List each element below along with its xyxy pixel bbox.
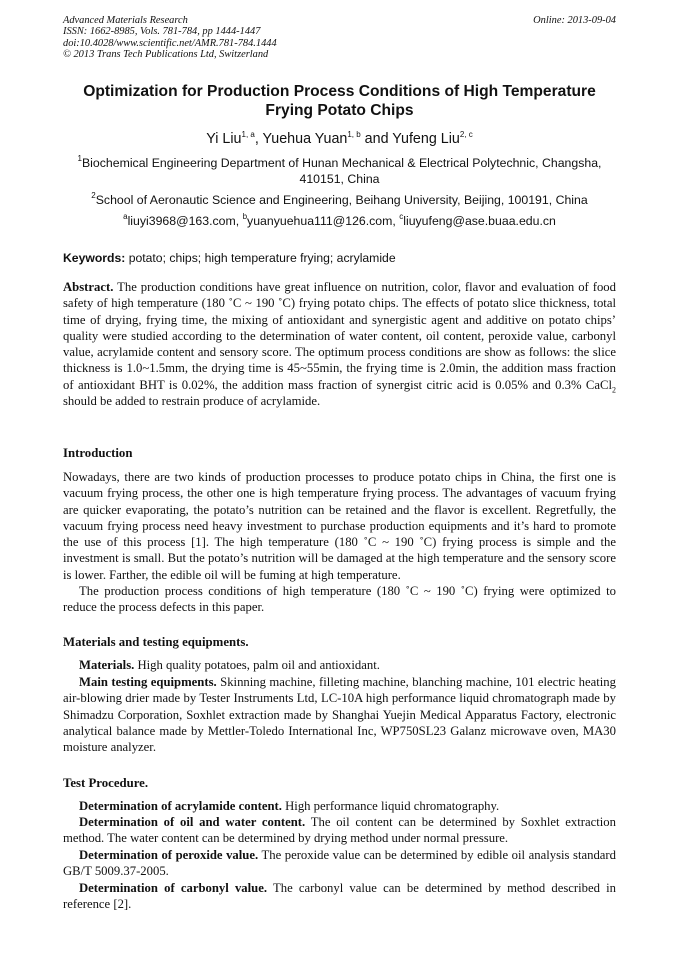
abstract-subscript: 2 [612,385,616,395]
email-mark: a [123,212,128,221]
doi-line: doi:10.4028/www.scientific.net/AMR.781-784.1444 [63,37,277,49]
paper-title: Optimization for Production Process Conditions of High Temperature Frying Potato Chips [83,83,596,119]
author-affiliation-mark: 1, b [347,130,361,139]
introduction-paragraph-1: Nowadays, there are two kinds of production processes to produce potato chips in China, the first one is vacuum frying process, the other one is high temperature frying process. The advantages of vacuum frying are quicker evaporating, the potato’s nutrition can be retained and the flavor is excellent. Regretfully, the vacuum frying process need heavy investment to purchase production equipments and it’s hard to promote the use of this process [1]. The high temperature (180 ˚C ~ 190 ˚C) frying process is simple and the investment is small. But the potato’s nutrition will be damaged at the high temperature and the sensory score is lower. Farther, the edible oil will be fuming at high temperature. [63,470,616,582]
author-list [63,130,616,148]
procedure-item [63,814,616,847]
email-list [63,213,616,229]
keywords-text: potato; chips; high temperature frying; acrylamide [125,251,396,265]
issn-line: ISSN: 1662-8985, Vols. 781-784, pp 1444-1447 [63,26,261,38]
author-separator: and [360,131,393,147]
email-address: yuanyuehua111@126.com, [247,214,400,228]
procedure-item-label: Determination of oil and water content. [79,815,306,829]
author-affiliation-mark: 2, c [459,130,473,139]
journal-header [63,15,616,60]
procedure-item-text: The peroxide value can be determined by edible oil analysis standard GB/T 5009.37-2005. [63,848,616,879]
keywords [63,250,616,266]
author-separator: , [254,131,263,147]
materials-label: Materials. [79,658,135,672]
online-date: Online: 2013-09-04 [533,15,616,26]
abstract [63,279,616,409]
affiliation-text: Biochemical Engineering Department of Hunan Mechanical & Electrical Polytechnic, Changsha, 410151, China [81,156,602,186]
procedure-item-label: Determination of carbonyl value. [79,881,268,895]
affiliation-mark: 1 [77,154,82,163]
procedure-item [63,880,616,913]
materials-text: High quality potatoes, palm oil and antioxidant. [134,658,380,672]
affiliation-text: School of Aeronautic Science and Engineering, Beihang University, Beijing, 100191, China [95,193,588,207]
section-heading-materials: Materials and testing equipments. [63,635,249,649]
procedure-item-text: The carbonyl value can be determined by method described in reference [2]. [63,881,617,912]
keywords-label: Keywords: [63,251,126,265]
abstract-text-end: should be added to restrain produce of acrylamide. [63,394,321,409]
copyright-line: © 2013 Trans Tech Publications Ltd, Switzerland [63,48,269,60]
equipments-paragraph [63,674,616,755]
procedure-item-label: Determination of peroxide value. [79,848,259,862]
section-heading-procedure: Test Procedure. [63,776,149,790]
affiliation-2 [63,192,616,208]
section-heading-introduction: Introduction [63,446,133,460]
email-mark: b [242,212,248,221]
procedure-item-text: The oil content can be determined by Soxhlet extraction method. The water content can be determined by drying method under normal pressure. [63,815,616,846]
affiliation-mark: 2 [91,191,96,200]
equipments-text: Skinning machine, filleting machine, blanching machine, 101 electric heating air-blowing drier made by Tester Instruments Ltd, LC-10A high performance liquid chromatograph made by Shimadzu Corporation, Soxhlet extraction made by Shanghai Yuejin Medical Apparatus Factory, electronic analytical balance made by Mettler-Toledo International Inc, WP750SL23 Galanz microwave oven, MA30 moisture analyzer. [63,675,616,755]
author-name: Yufeng Liu [392,131,460,147]
procedure-item [63,847,616,880]
abstract-label: Abstract. [63,280,114,294]
journal-name: Advanced Materials Research [63,15,188,26]
email-address: liuyi3968@163.com, [127,214,243,228]
procedure-item-label: Determination of acrylamide content. [79,799,282,813]
email-address: liuyufeng@ase.buaa.edu.cn [403,214,556,228]
equipments-label: Main testing equipments. [79,675,217,689]
author-affiliation-mark: 1, a [241,130,255,139]
abstract-text: The production conditions have great influence on nutrition, color, flavor and evaluation of food safety of high temperature (180 ˚C ~ 190 ˚C) frying potato chips. The effects of potato slice thickness, total time of drying, frying time, the mixing of antioxidant and synergistic agent and additive on potato chips’ quality were studied according to the determination of water content, oil content, peroxide value, carbonyl value, acrylamide content and sensory score. The optimum process conditions are show as follows: the slice thickness is 1.0~1.5mm, the drying time is 45~55min, the frying time is 2.0min, the addition mass fraction of antioxidant BHT is 0.02%, the addition mass fraction of synergist citric acid is 0.05% and 0.3% CaCl [63,280,616,392]
procedure-item-text: High performance liquid chromatography. [281,799,500,813]
email-mark: c [399,212,404,221]
affiliation-1 [63,155,616,187]
procedure-item [63,798,616,814]
author-name: Yuehua Yuan [262,131,348,147]
introduction-paragraph-2: The production process conditions of high temperature (180 ˚C ~ 190 ˚C) frying were optimized to reduce the process defects in this paper. [63,584,616,615]
materials-paragraph [63,657,616,673]
author-name: Yi Liu [206,131,242,147]
